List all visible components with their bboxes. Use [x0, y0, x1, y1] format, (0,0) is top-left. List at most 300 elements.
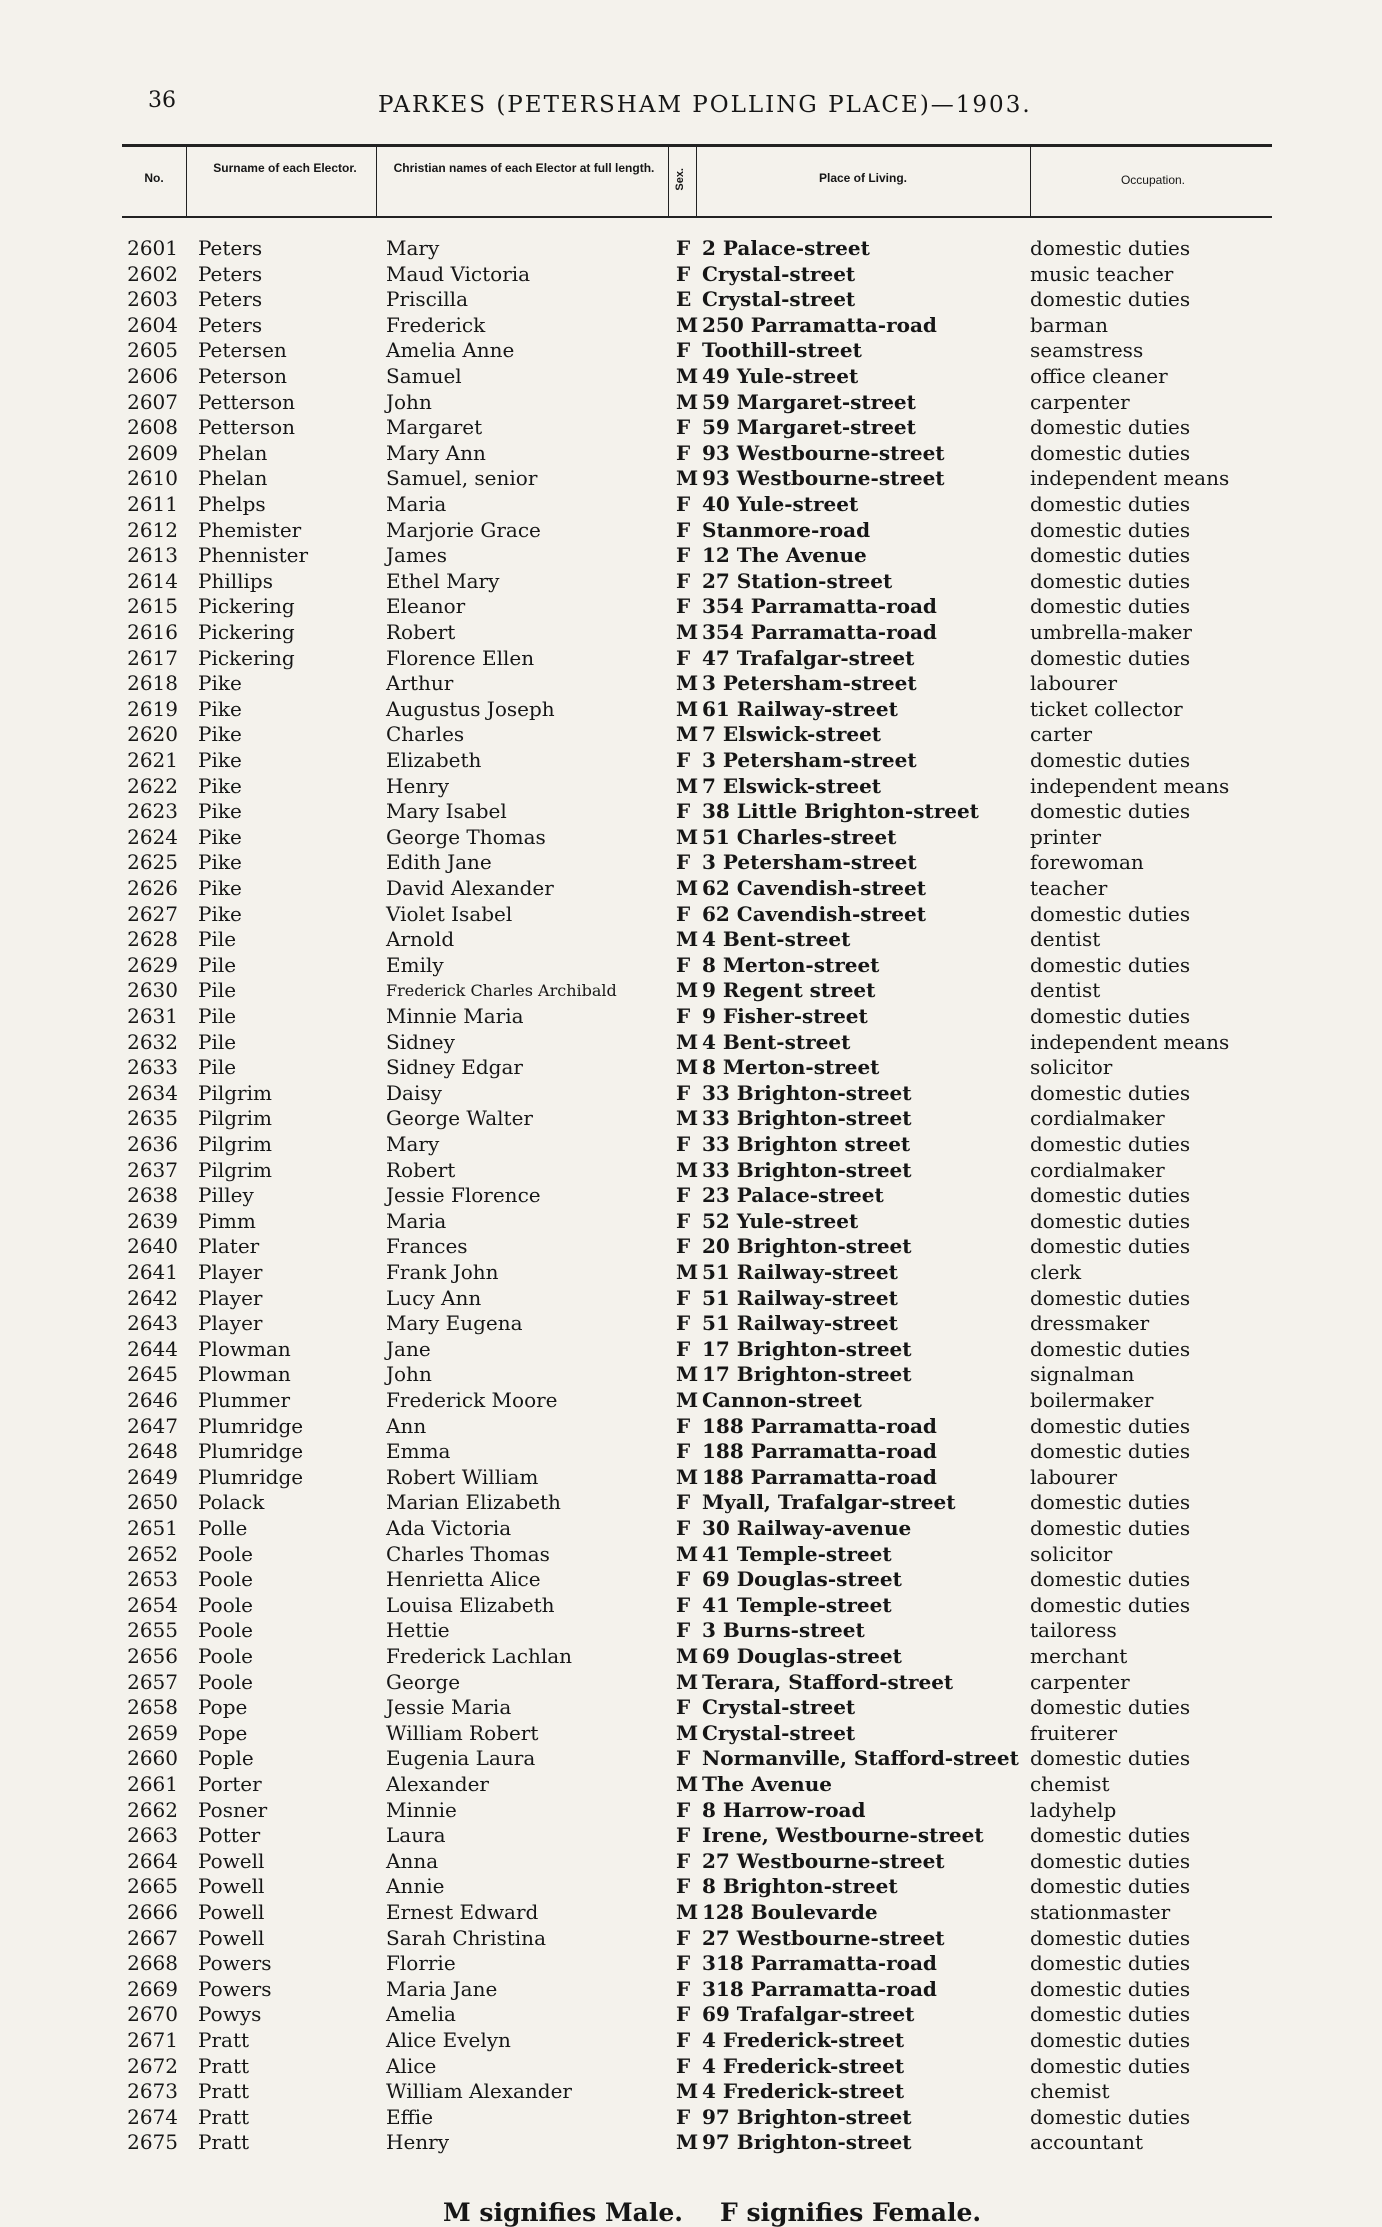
elector-number: 2613 — [127, 543, 178, 568]
occupation: ticket collector — [1030, 696, 1183, 721]
christian-names: Alice — [386, 2053, 437, 2078]
table-row — [0, 594, 1382, 620]
sex: M — [676, 2130, 699, 2155]
christian-names: Frederick Lachlan — [386, 1644, 573, 1668]
surname: Pile — [198, 978, 237, 1003]
sex: F — [676, 1848, 691, 1873]
christian-names: Alexander — [386, 1772, 489, 1796]
christian-names: Henry — [386, 773, 450, 798]
surname: Pilgrim — [198, 1132, 272, 1156]
place-of-living: 318 Parramatta-road — [702, 1951, 937, 1976]
occupation: domestic duties — [1030, 568, 1191, 593]
occupation: carpenter — [1030, 389, 1130, 414]
sex: F — [676, 1336, 691, 1361]
surname: Peters — [198, 236, 263, 260]
occupation: independent means — [1030, 466, 1230, 491]
elector-number: 2631 — [127, 1004, 178, 1028]
christian-names: Jessie Florence — [386, 1183, 541, 1208]
table-row — [0, 1670, 1382, 1696]
place-of-living: 250 Parramatta-road — [702, 312, 937, 337]
surname: Powers — [198, 1976, 272, 2001]
elector-number: 2652 — [127, 1541, 178, 1566]
place-of-living: 59 Margaret-street — [702, 415, 916, 440]
sex: F — [676, 1285, 691, 1310]
sex: M — [676, 1029, 699, 1054]
surname: Pratt — [198, 2104, 250, 2129]
table-row — [0, 927, 1382, 953]
occupation: chemist — [1030, 1772, 1110, 1796]
divider-surname — [376, 146, 377, 216]
elector-number: 2607 — [127, 389, 178, 414]
header-christian: Christian names of each Elector at full length. — [393, 161, 655, 175]
elector-number: 2648 — [127, 1439, 178, 1464]
place-of-living: 41 Temple-street — [702, 1592, 892, 1617]
occupation: domestic duties — [1030, 748, 1191, 772]
table-row — [0, 1260, 1382, 1286]
table-row — [0, 1900, 1382, 1926]
place-of-living: 17 Brighton-street — [702, 1336, 912, 1361]
elector-number: 2669 — [127, 1976, 178, 2001]
place-of-living: 20 Brighton-street — [702, 1234, 912, 1259]
header-top-rule — [122, 144, 1272, 147]
place-of-living: 8 Harrow-road — [702, 1797, 866, 1822]
occupation: domestic duties — [1030, 2002, 1191, 2027]
table-row — [0, 2105, 1382, 2131]
elector-number: 2623 — [127, 799, 178, 824]
surname: Player — [198, 1311, 263, 1336]
place-of-living: 33 Brighton street — [702, 1132, 911, 1156]
surname: Pickering — [198, 620, 295, 644]
place-of-living: 27 Westbourne-street — [702, 1848, 945, 1873]
place-of-living: 8 Merton-street — [702, 1055, 880, 1080]
surname: Pope — [198, 1720, 248, 1745]
surname: Pilley — [198, 1183, 254, 1208]
sex: M — [676, 876, 699, 900]
elector-number: 2637 — [127, 1157, 178, 1182]
header-sex: Sex. — [674, 168, 686, 191]
christian-names: Emma — [386, 1439, 451, 1464]
christian-names: Sidney Edgar — [386, 1055, 523, 1080]
footer-male-note: M signifies Male. — [443, 2198, 683, 2227]
sex: M — [676, 978, 699, 1003]
christian-names: Louisa Elizabeth — [386, 1592, 555, 1617]
surname: Pike — [198, 876, 242, 900]
sex: F — [676, 2002, 691, 2027]
table-row — [0, 1823, 1382, 1849]
surname: Pike — [198, 696, 242, 721]
sex: M — [676, 2079, 699, 2104]
christian-names: Frances — [386, 1234, 468, 1259]
christian-names: Frederick Charles Archibald — [386, 981, 617, 1001]
sex: F — [676, 1746, 691, 1771]
footer-female-note: F signifies Female. — [720, 2198, 982, 2227]
table-row — [0, 313, 1382, 339]
sex: F — [676, 952, 691, 977]
sex: F — [676, 1311, 691, 1336]
christian-names: Eugenia Laura — [386, 1746, 536, 1771]
place-of-living: 318 Parramatta-road — [702, 1976, 937, 2001]
place-of-living: 27 Station-street — [702, 568, 893, 593]
occupation: domestic duties — [1030, 645, 1191, 670]
place-of-living: 52 Yule-street — [702, 1208, 859, 1233]
table-row — [0, 646, 1382, 672]
table-row — [0, 2079, 1382, 2105]
christian-names: James — [386, 543, 448, 568]
table-row — [0, 1388, 1382, 1414]
christian-names: Charles Thomas — [386, 1541, 550, 1566]
surname: Phelan — [198, 440, 268, 465]
christian-names: Laura — [386, 1823, 446, 1848]
table-row — [0, 1337, 1382, 1363]
christian-names: Ethel Mary — [386, 568, 500, 593]
occupation: domestic duties — [1030, 1439, 1191, 1464]
christian-names: Lucy Ann — [386, 1285, 482, 1310]
surname: Petterson — [198, 389, 296, 414]
sex: F — [676, 440, 691, 465]
place-of-living: Crystal-street — [702, 261, 856, 286]
table-row — [0, 697, 1382, 723]
surname: Phennister — [198, 543, 309, 568]
table-row — [0, 1721, 1382, 1747]
christian-names: Mary Isabel — [386, 799, 507, 824]
table-row — [0, 364, 1382, 390]
surname: Poole — [198, 1567, 253, 1592]
table-row — [0, 1311, 1382, 1337]
sex: M — [676, 1388, 699, 1412]
sex: F — [676, 1618, 691, 1643]
place-of-living: 4 Frederick-street — [702, 2079, 905, 2104]
christian-names: George — [386, 1669, 461, 1694]
divider-place — [1030, 146, 1031, 216]
surname: Pike — [198, 824, 242, 849]
sex: F — [676, 1208, 691, 1233]
sex: F — [676, 1823, 691, 1848]
sex: E — [676, 287, 692, 312]
sex: M — [676, 1900, 699, 1924]
place-of-living: 354 Parramatta-road — [702, 620, 937, 644]
elector-number: 2674 — [127, 2104, 178, 2129]
table-row — [0, 1849, 1382, 1875]
place-of-living: 3 Petersham-street — [702, 671, 917, 696]
table-row — [0, 1516, 1382, 1542]
surname: Pickering — [198, 645, 295, 670]
place-of-living: 97 Brighton-street — [702, 2130, 912, 2155]
table-row — [0, 1158, 1382, 1184]
place-of-living: 7 Elswick-street — [702, 773, 882, 798]
elector-number: 2645 — [127, 1362, 178, 1387]
elector-number: 2627 — [127, 901, 178, 926]
place-of-living: 51 Charles-street — [702, 824, 897, 849]
table-row — [0, 569, 1382, 595]
occupation: barman — [1030, 312, 1109, 337]
place-of-living: 41 Temple-street — [702, 1541, 892, 1566]
sex: F — [676, 568, 691, 593]
table-row — [0, 287, 1382, 313]
place-of-living: 51 Railway-street — [702, 1260, 898, 1284]
header-place: Place of Living. — [818, 171, 908, 185]
surname: Polack — [198, 1490, 265, 1515]
elector-number: 2642 — [127, 1285, 178, 1310]
sex: M — [676, 466, 699, 491]
table-row — [0, 1183, 1382, 1209]
place-of-living: Crystal-street — [702, 1695, 856, 1720]
elector-number: 2660 — [127, 1746, 178, 1771]
sex: M — [676, 312, 699, 337]
occupation: domestic duties — [1030, 236, 1191, 260]
christian-names: Edith Jane — [386, 850, 492, 875]
elector-number: 2656 — [127, 1644, 178, 1668]
sex: F — [676, 1004, 691, 1028]
occupation: domestic duties — [1030, 901, 1191, 926]
surname: Plumridge — [198, 1439, 304, 1464]
place-of-living: Crystal-street — [702, 287, 856, 312]
elector-number: 2625 — [127, 850, 178, 875]
place-of-living: 3 Petersham-street — [702, 748, 917, 772]
elector-number: 2664 — [127, 1848, 178, 1873]
place-of-living: 4 Bent-street — [702, 1029, 851, 1054]
surname: Plowman — [198, 1336, 291, 1361]
surname: Poole — [198, 1541, 253, 1566]
table-row — [0, 1926, 1382, 1952]
sex: F — [676, 261, 691, 286]
elector-number: 2640 — [127, 1234, 178, 1259]
occupation: domestic duties — [1030, 799, 1191, 824]
christian-names: Florrie — [386, 1951, 456, 1976]
christian-names: Marjorie Grace — [386, 517, 541, 542]
occupation: ladyhelp — [1030, 1797, 1117, 1822]
place-of-living: Irene, Westbourne-street — [702, 1823, 984, 1848]
sex: F — [676, 415, 691, 440]
surname: Pike — [198, 722, 242, 747]
surname: Petterson — [198, 415, 296, 440]
surname: Poole — [198, 1669, 253, 1694]
surname: Pile — [198, 952, 237, 977]
surname: Pike — [198, 773, 242, 798]
occupation: domestic duties — [1030, 2104, 1191, 2129]
occupation: teacher — [1030, 876, 1108, 900]
christian-names: Arthur — [386, 671, 454, 696]
place-of-living: 49 Yule-street — [702, 364, 859, 388]
table-row — [0, 1106, 1382, 1132]
surname: Powell — [198, 1848, 265, 1873]
christian-names: Emily — [386, 952, 444, 977]
surname: Phelan — [198, 466, 268, 491]
page-number: 36 — [148, 88, 176, 113]
elector-number: 2616 — [127, 620, 178, 644]
elector-number: 2610 — [127, 466, 178, 491]
elector-number: 2639 — [127, 1208, 178, 1233]
table-row — [0, 1132, 1382, 1158]
sex: M — [676, 1362, 699, 1387]
occupation: domestic duties — [1030, 2028, 1191, 2052]
table-row — [0, 1746, 1382, 1772]
christian-names: Annie — [386, 1874, 445, 1899]
christian-names: George Walter — [386, 1106, 533, 1131]
sex: F — [676, 2028, 691, 2052]
table-row — [0, 1465, 1382, 1491]
elector-number: 2641 — [127, 1260, 178, 1284]
elector-number: 2604 — [127, 312, 178, 337]
place-of-living: 9 Fisher-street — [702, 1004, 868, 1028]
sex: F — [676, 1516, 691, 1540]
table-row — [0, 1081, 1382, 1107]
elector-number: 2649 — [127, 1464, 178, 1489]
surname: Peters — [198, 312, 263, 337]
place-of-living: 4 Frederick-street — [702, 2028, 905, 2052]
christian-names: David Alexander — [386, 876, 554, 900]
occupation: cordialmaker — [1030, 1157, 1165, 1182]
surname: Pike — [198, 850, 242, 875]
place-of-living: 33 Brighton-street — [702, 1106, 912, 1131]
elector-number: 2626 — [127, 876, 178, 900]
elector-number: 2658 — [127, 1695, 178, 1720]
place-of-living: 62 Cavendish-street — [702, 901, 926, 926]
elector-number: 2655 — [127, 1618, 178, 1643]
elector-number: 2670 — [127, 2002, 178, 2027]
christian-names: Maria — [386, 1208, 447, 1233]
christian-names: Daisy — [386, 1080, 442, 1105]
sex: F — [676, 1413, 691, 1438]
elector-number: 2650 — [127, 1490, 178, 1515]
table-row — [0, 1618, 1382, 1644]
christian-names: Robert — [386, 620, 456, 644]
occupation: domestic duties — [1030, 1490, 1191, 1515]
christian-names: Frederick Moore — [386, 1388, 558, 1412]
surname: Polle — [198, 1516, 248, 1540]
occupation: domestic duties — [1030, 1592, 1191, 1617]
occupation: boilermaker — [1030, 1388, 1154, 1412]
divider-christian — [668, 146, 669, 216]
elector-number: 2654 — [127, 1592, 178, 1617]
christian-names: Florence Ellen — [386, 645, 535, 670]
place-of-living: 354 Parramatta-road — [702, 594, 937, 619]
table-row — [0, 262, 1382, 288]
occupation: domestic duties — [1030, 1080, 1191, 1105]
surname: Posner — [198, 1797, 268, 1822]
surname: Pople — [198, 1746, 254, 1771]
surname: Plumridge — [198, 1413, 304, 1438]
elector-number: 2612 — [127, 517, 178, 542]
elector-number: 2659 — [127, 1720, 178, 1745]
sex: F — [676, 1567, 691, 1592]
occupation: domestic duties — [1030, 1874, 1191, 1899]
surname: Player — [198, 1260, 263, 1284]
table-row — [0, 2054, 1382, 2080]
christian-names: William Robert — [386, 1720, 539, 1745]
elector-number: 2675 — [127, 2130, 178, 2155]
place-of-living: 3 Burns-street — [702, 1618, 865, 1643]
sex: M — [676, 722, 699, 747]
christian-names: Ada Victoria — [386, 1516, 512, 1540]
christian-names: Frank John — [386, 1260, 499, 1284]
table-row — [0, 1977, 1382, 2003]
christian-names: Charles — [386, 722, 465, 747]
sex: F — [676, 1439, 691, 1464]
table-row — [0, 876, 1382, 902]
christian-names: Ann — [386, 1413, 427, 1438]
table-row — [0, 1234, 1382, 1260]
christian-names: William Alexander — [386, 2079, 572, 2104]
sex: F — [676, 850, 691, 875]
christian-names: Mary Ann — [386, 440, 486, 465]
christian-names: Amelia — [386, 2002, 456, 2027]
table-row — [0, 1439, 1382, 1465]
occupation: labourer — [1030, 671, 1118, 696]
table-row — [0, 1030, 1382, 1056]
occupation: dressmaker — [1030, 1311, 1150, 1336]
elector-number: 2633 — [127, 1055, 178, 1080]
occupation: domestic duties — [1030, 1285, 1191, 1310]
elector-number: 2605 — [127, 338, 178, 363]
sex: F — [676, 1951, 691, 1976]
elector-number: 2667 — [127, 1925, 178, 1950]
sex: M — [676, 1644, 699, 1668]
table-row — [0, 774, 1382, 800]
place-of-living: 23 Palace-street — [702, 1183, 884, 1208]
place-of-living: Stanmore-road — [702, 517, 871, 542]
occupation: umbrella-maker — [1030, 620, 1192, 644]
place-of-living: 12 The Avenue — [702, 543, 867, 568]
occupation: solicitor — [1030, 1541, 1113, 1566]
sex: F — [676, 492, 691, 516]
table-row — [0, 1798, 1382, 1824]
sex: M — [676, 1055, 699, 1080]
place-of-living: 69 Douglas-street — [702, 1567, 902, 1592]
occupation: office cleaner — [1030, 364, 1168, 388]
occupation: stationmaster — [1030, 1900, 1171, 1924]
occupation: fruiterer — [1030, 1720, 1118, 1745]
elector-number: 2666 — [127, 1900, 178, 1924]
christian-names: Sarah Christina — [386, 1925, 546, 1950]
occupation: domestic duties — [1030, 1413, 1191, 1438]
table-row — [0, 1772, 1382, 1798]
occupation: domestic duties — [1030, 2053, 1191, 2078]
table-row — [0, 2002, 1382, 2028]
sex: M — [676, 824, 699, 849]
table-row — [0, 953, 1382, 979]
christian-names: Mary Eugena — [386, 1311, 523, 1336]
page-title: PARKES (PETERSHAM POLLING PLACE)—1903. — [378, 92, 1032, 118]
surname: Phemister — [198, 517, 302, 542]
place-of-living: 8 Merton-street — [702, 952, 880, 977]
occupation: music teacher — [1030, 261, 1174, 286]
occupation: accountant — [1030, 2130, 1144, 2155]
elector-number: 2624 — [127, 824, 178, 849]
elector-number: 2647 — [127, 1413, 178, 1438]
sex: F — [676, 799, 691, 824]
sex: M — [676, 1720, 699, 1745]
elector-number: 2657 — [127, 1669, 178, 1694]
place-of-living: 30 Railway-avenue — [702, 1516, 912, 1540]
surname: Pile — [198, 927, 237, 952]
sex: M — [676, 1669, 699, 1694]
occupation: carpenter — [1030, 1669, 1130, 1694]
place-of-living: 17 Brighton-street — [702, 1362, 912, 1387]
christian-names: Marian Elizabeth — [386, 1490, 561, 1515]
table-row — [0, 850, 1382, 876]
surname: Phillips — [198, 568, 273, 593]
table-row — [0, 338, 1382, 364]
occupation: dentist — [1030, 927, 1101, 952]
sex: F — [676, 1490, 691, 1515]
surname: Powys — [198, 2002, 262, 2027]
christian-names: Maud Victoria — [386, 261, 531, 286]
sex: F — [676, 2053, 691, 2078]
place-of-living: 61 Railway-street — [702, 696, 898, 721]
christian-names: Minnie Maria — [386, 1004, 524, 1028]
elector-number: 2662 — [127, 1797, 178, 1822]
divider-no — [186, 146, 187, 216]
